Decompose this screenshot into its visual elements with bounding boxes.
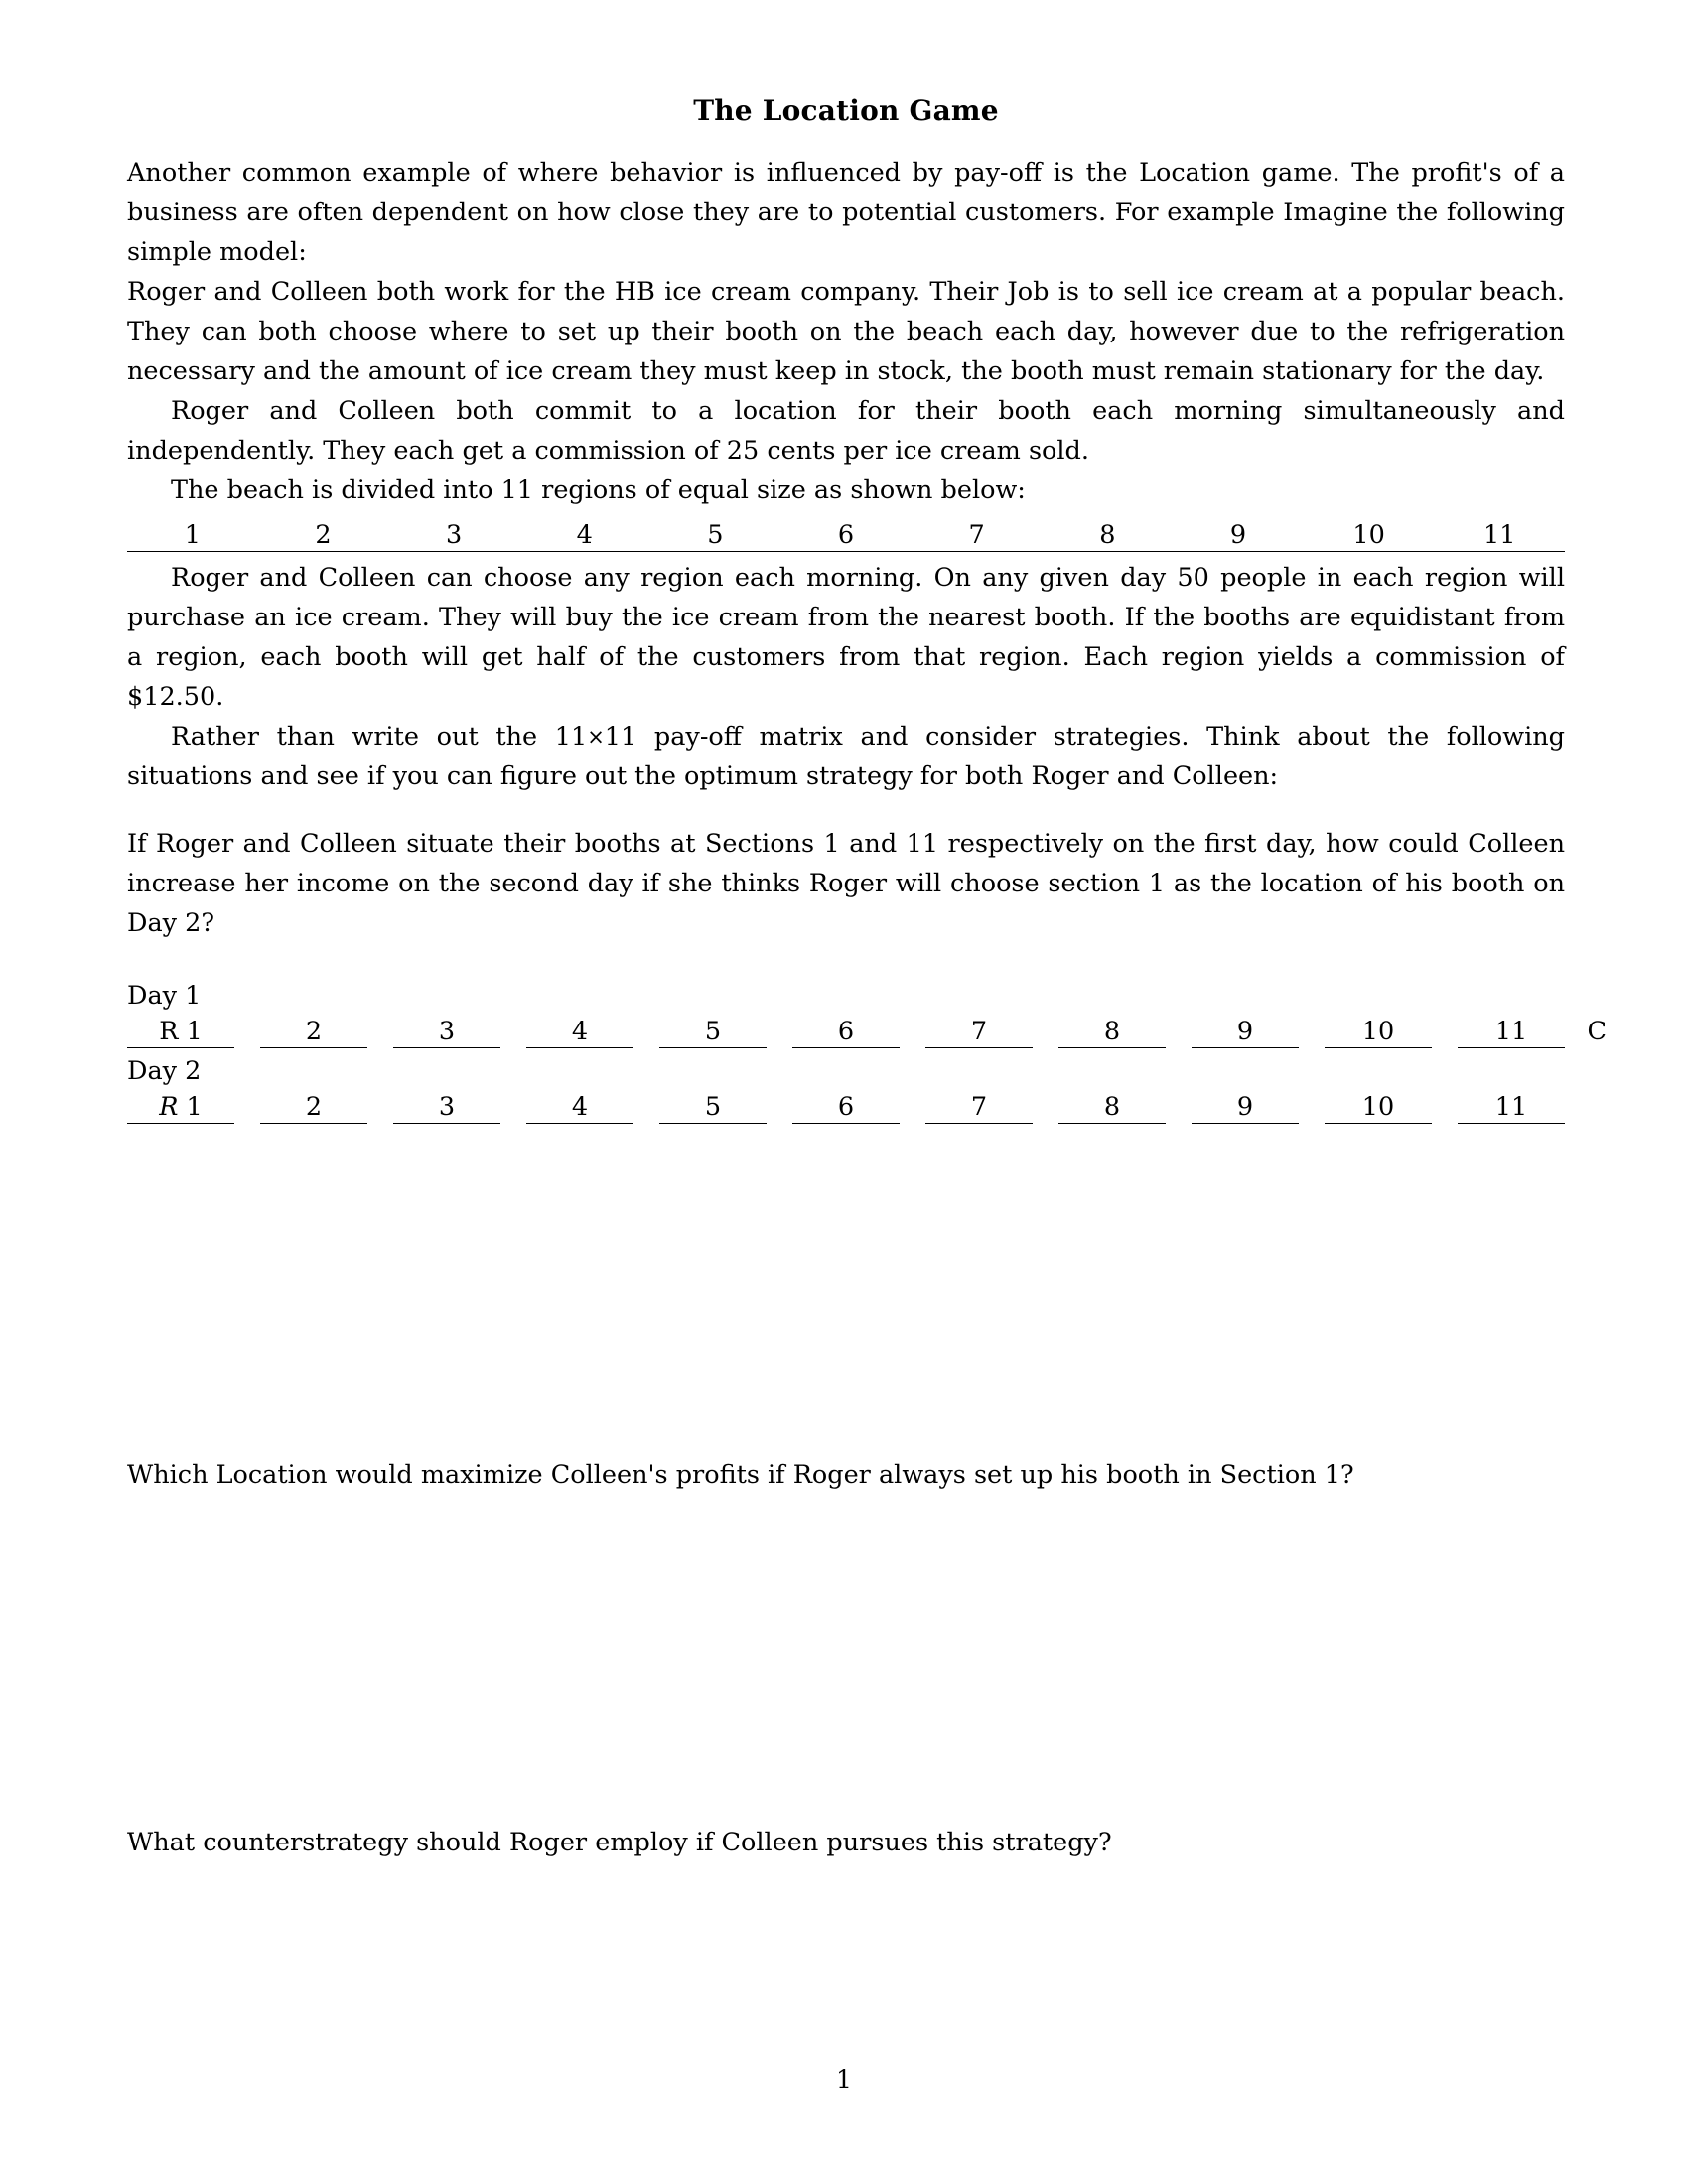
day1-cell-8	[1058, 1017, 1166, 1048]
day1-cell-11	[1458, 1017, 1607, 1048]
day2-number: 6	[837, 1092, 855, 1122]
day1-number: 8	[1103, 1017, 1121, 1046]
day1-roger-marker: R	[159, 1017, 179, 1046]
day2-cell-7	[925, 1092, 1033, 1124]
question-2: What counterstrategy should Roger employ if Colleen pursues this strategy?	[127, 1828, 1112, 1857]
payoff-text-suffix: 11 pay-off matrix and consider strategies. Think about the following situations and see if you can figure out the optimum strategy for both Roger and Colleen:	[127, 722, 1566, 791]
day2-roger-marker: R	[159, 1092, 179, 1122]
day1-cell-9	[1192, 1017, 1299, 1048]
answer-space-1	[127, 1128, 1565, 1455]
day2-cell-1	[127, 1092, 234, 1124]
day1-number: 5	[704, 1017, 722, 1046]
paragraph-payoff-matrix	[127, 717, 1565, 796]
beach-region-cell: 10	[1304, 520, 1435, 552]
day1-number: 6	[837, 1017, 855, 1046]
day2-number: 7	[970, 1092, 988, 1122]
beach-region-cell: 11	[1434, 520, 1565, 552]
day2-number: 9	[1236, 1092, 1254, 1122]
beach-region-cell: 6	[780, 520, 912, 552]
day2-cell-3	[393, 1092, 500, 1124]
day1-cell-5	[659, 1017, 767, 1048]
day1-cell-7	[925, 1017, 1033, 1048]
beach-region-cell: 9	[1173, 520, 1304, 552]
day2-cell-5	[659, 1092, 767, 1124]
page-number: 1	[836, 2065, 852, 2094]
paragraph-intro: Another common example of where behavior is influenced by pay-off is the Location game. The profit's of a business are often dependent on how close they are to potential customers. For example Imagine the following simple model:	[127, 158, 1565, 267]
day1-ruler	[127, 1017, 1607, 1048]
day1-number: 3	[438, 1017, 456, 1046]
beach-region-cell: 1	[127, 520, 258, 552]
document-content	[127, 94, 1607, 1862]
day2-cell-4	[526, 1092, 633, 1124]
day2-cell-2	[260, 1092, 367, 1124]
beach-region-cell: 5	[650, 520, 781, 552]
beach-region-cell: 7	[912, 520, 1043, 552]
day2-number: 4	[571, 1092, 589, 1122]
day1-number: 11	[1494, 1017, 1528, 1046]
day1-cell-2	[260, 1017, 367, 1048]
day2-number: 8	[1103, 1092, 1121, 1122]
day1-colleen-marker: C	[1587, 1017, 1607, 1046]
day1-number: 10	[1361, 1017, 1395, 1046]
day1-number: 9	[1236, 1017, 1254, 1046]
day1-cell-6	[792, 1017, 900, 1048]
day1-cell-4	[526, 1017, 633, 1048]
beach-region-cell: 2	[258, 520, 389, 552]
paragraph-regions-intro: The beach is divided into 11 regions of equal size as shown below:	[171, 476, 1026, 505]
day2-number: 11	[1494, 1092, 1528, 1122]
beach-region-cell: 3	[388, 520, 519, 552]
day2-label: Day 2	[127, 1056, 202, 1086]
question-1: Which Location would maximize Colleen's profits if Roger always set up his booth in Section 1?	[127, 1460, 1354, 1490]
paragraph-purchase-rules: Roger and Colleen can choose any region each morning. On any given day 50 people in each region will purchase an ice cream. They will buy the ice cream from the nearest booth. If the booths are equidistant from a region, each booth will get half of the customers from that region. Each region yields a commission of $12.50.	[127, 563, 1565, 712]
paragraph-commitment: Roger and Colleen both commit to a location for their booth each morning simultaneously and independently. They each get a commission of 25 cents per ice cream sold.	[127, 396, 1565, 466]
day2-number: 1	[186, 1092, 203, 1122]
paragraph-question-prompt: If Roger and Colleen situate their booths at Sections 1 and 11 respectively on the first day, how could Colleen increase her income on the second day if she thinks Roger will choose section 1 as the location of his booth on Day 2?	[127, 829, 1565, 938]
day2-cell-10	[1325, 1092, 1432, 1124]
beach-region-ruler	[127, 520, 1565, 552]
day1-cell-3	[393, 1017, 500, 1048]
multiplication-sign: ×	[587, 725, 605, 749]
day2-number: 3	[438, 1092, 456, 1122]
day2-cell-6	[792, 1092, 900, 1124]
day1-cell-1	[127, 1017, 234, 1048]
answer-space-2	[127, 1495, 1565, 1823]
beach-region-cell: 8	[1042, 520, 1173, 552]
day1-number: 1	[186, 1017, 203, 1046]
day2-cell-11	[1458, 1092, 1565, 1124]
day1-number: 4	[571, 1017, 589, 1046]
day2-cell-8	[1058, 1092, 1166, 1124]
day1-number: 2	[305, 1017, 323, 1046]
day1-label: Day 1	[127, 981, 202, 1011]
payoff-text-prefix: Rather than write out the 11	[171, 722, 588, 751]
day2-cell-9	[1192, 1092, 1299, 1124]
beach-region-cell: 4	[519, 520, 650, 552]
day1-cell-10	[1325, 1017, 1432, 1048]
day2-ruler	[127, 1092, 1565, 1124]
page-title: The Location Game	[693, 94, 999, 127]
paragraph-setup: Roger and Colleen both work for the HB ice cream company. Their Job is to sell ice cream at a popular beach. They can both choose where to set up their booth on the beach each day, however due to the refrigeration necessary and the amount of ice cream they must keep in stock, the booth must remain stationary for the day.	[127, 277, 1565, 386]
day1-number: 7	[970, 1017, 988, 1046]
day2-number: 5	[704, 1092, 722, 1122]
day2-number: 10	[1361, 1092, 1395, 1122]
day2-number: 2	[305, 1092, 323, 1122]
